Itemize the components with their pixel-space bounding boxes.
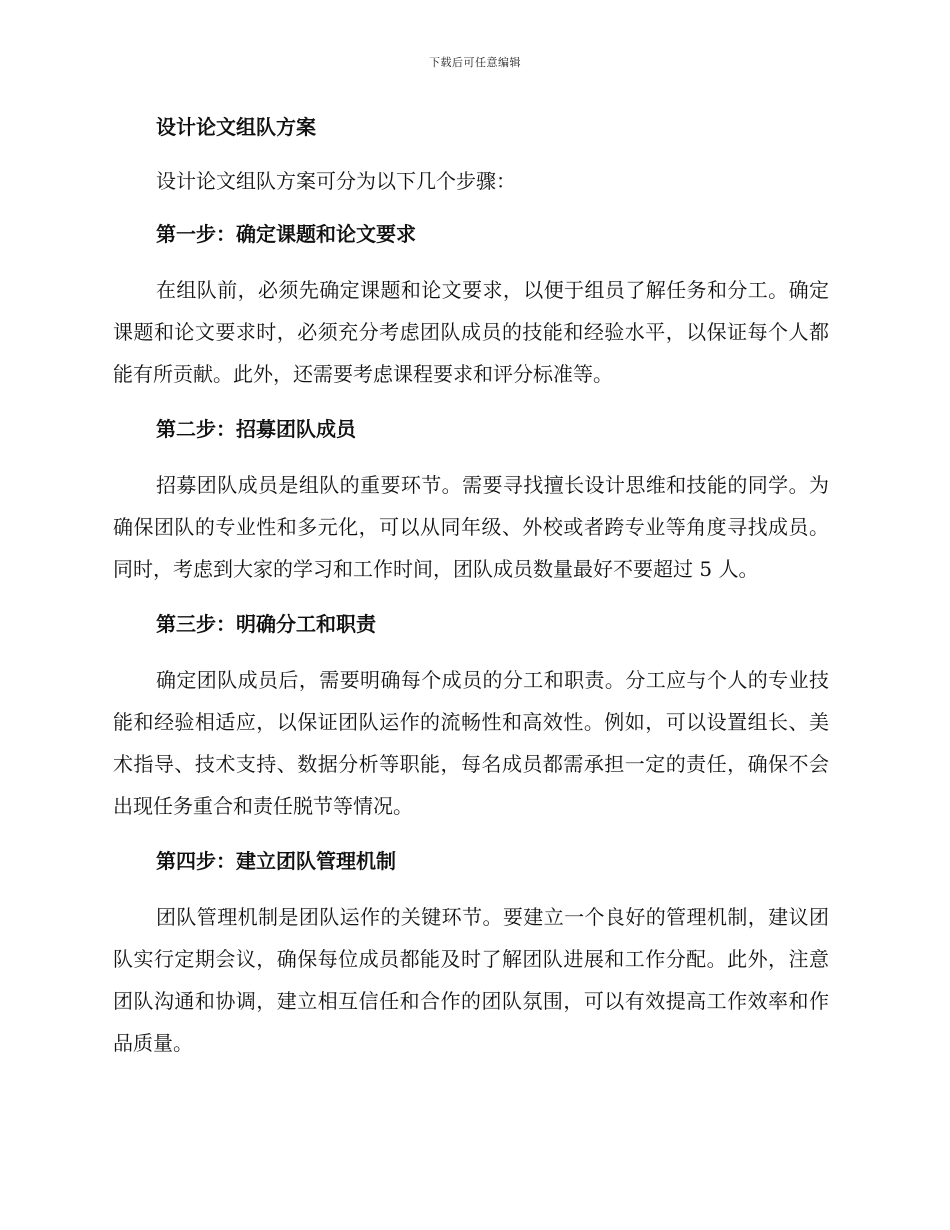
header-note: 下载后可任意编辑 [429, 56, 521, 69]
document-body [113, 108, 829, 1064]
step-1-body: 在组队前，必须先确定课题和论文要求，以便于组员了解任务和分工。确定课题和论文要求时，必须充分考虑团队成员的技能和经验水平，以保证每个人都能有所贡献。此外，还需要考虑课程要求和评分标准等。 [113, 278, 829, 386]
step-2-heading: 第二步：招募团队成员 [156, 417, 356, 441]
step-1-heading: 第一步：确定课题和论文要求 [156, 222, 416, 246]
step-1-section [113, 215, 829, 395]
intro-paragraph: 设计论文组队方案可分为以下几个步骤： [156, 169, 516, 193]
step-3-heading: 第三步：明确分工和职责 [156, 612, 376, 636]
step-2-section [113, 410, 829, 590]
step-2-body: 招募团队成员是组队的重要环节。需要寻找擅长设计思维和技能的同学。为确保团队的专业性和多元化，可以从同年级、外校或者跨专业等角度寻找成员。同时，考虑到大家的学习和工作时间，团队成员数量最好不要超过 5 人。 [113, 473, 829, 581]
step-4-body: 团队管理机制是团队运作的关键环节。要建立一个良好的管理机制，建议团队实行定期会议，确保每位成员都能及时了解团队进展和工作分配。此外，注意团队沟通和协调，建立相互信任和合作的团队氛围，可以有效提高工作效率和作品质量。 [113, 905, 829, 1055]
step-3-section [113, 605, 829, 827]
step-4-section [113, 842, 829, 1064]
step-3-body: 确定团队成员后，需要明确每个成员的分工和职责。分工应与个人的专业技能和经验相适应，以保证团队运作的流畅性和高效性。例如，可以设置组长、美术指导、技术支持、数据分析等职能，每名成员都需承担一定的责任，确保不会出现任务重合和责任脱节等情况。 [113, 668, 829, 818]
document-title: 设计论文组队方案 [156, 115, 316, 139]
step-4-heading: 第四步：建立团队管理机制 [156, 849, 396, 873]
